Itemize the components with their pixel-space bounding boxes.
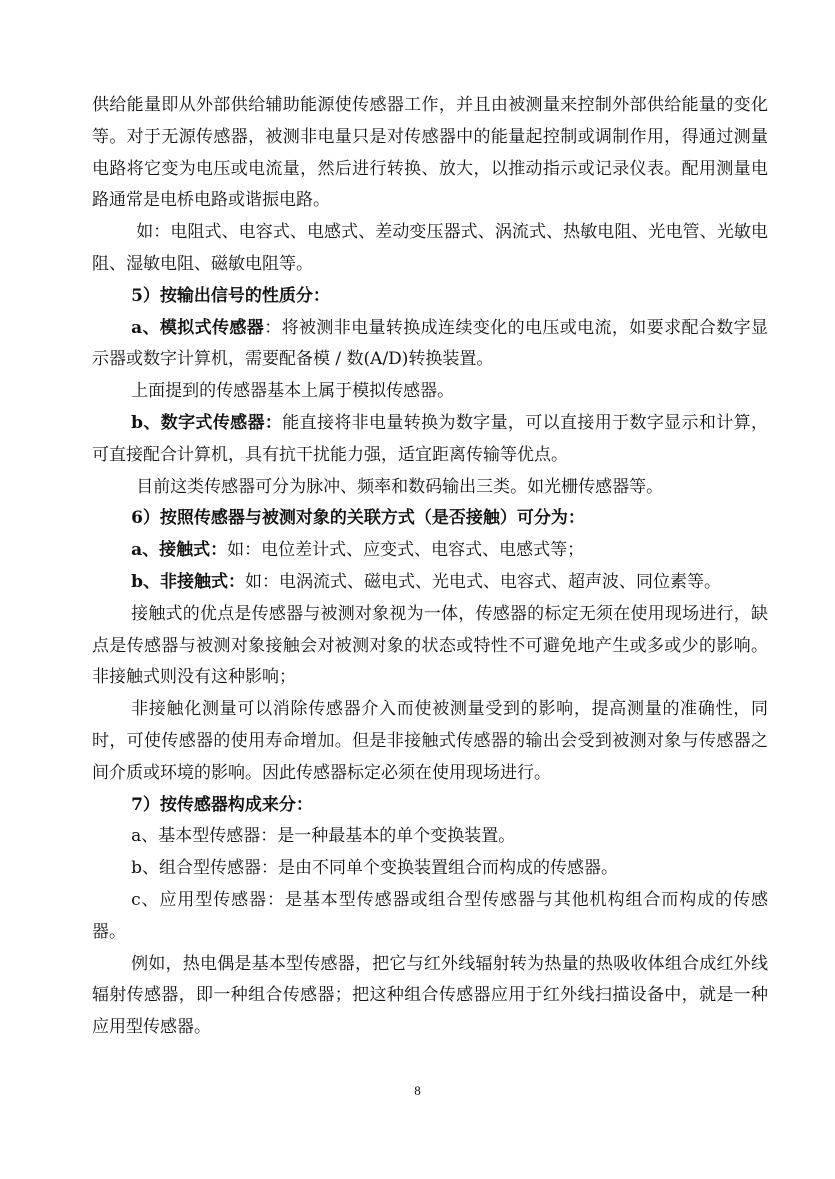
- document-page: [92, 90, 768, 1044]
- term-digital-sensor: b、数字式传感器：: [131, 412, 283, 433]
- paragraph-digital-types: 目前这类传感器可分为脉冲、频率和数码输出三类。如光栅传感器等。: [136, 476, 664, 497]
- term-contact-type: a、接触式：: [131, 540, 228, 561]
- paragraph-digital-sensor: [92, 408, 768, 472]
- paragraph-passive-examples: 如：电阻式、电容式、电感式、差动变压器式、涡流式、热敏电阻、光电管、光敏电阻、湿敏电阻、磁敏电阻等。: [92, 222, 768, 274]
- paragraph-analog-note: 上面提到的传感器基本上属于模拟传感器。: [131, 381, 455, 402]
- contact-type-examples: 如：电位差计式、应变式、电容式、电感式等；: [227, 540, 585, 561]
- section-heading-7: 7）按传感器构成来分：: [131, 794, 313, 815]
- term-analog-sensor: a、模拟式传感器: [131, 317, 265, 338]
- page-number: 8: [414, 1083, 421, 1098]
- paragraph-energy-supply: 供给能量即从外部供给辅助能源使传感器工作，并且由被测量来控制外部供给能量的变化等。对于无源传感器，被测非电量只是对传感器中的能量起控制或调制作用，得通过测量电路将它变为电压或电流量，然后进行转换、放大，以推动指示或记录仪表。配用测量电路通常是电桥电路或谐振电路。: [92, 95, 768, 211]
- digital-sensor-description: 能直接将非电量转换为数字量，可以直接用于数字显示和计算，可直接配合计算机，具有抗干扰能力强，适宜距离传输等优点。: [92, 412, 768, 465]
- term-noncontact-type: b、非接触式：: [131, 571, 245, 592]
- paragraph-contact-type: [92, 535, 768, 567]
- paragraph-noncontact-type: [92, 567, 768, 599]
- noncontact-type-examples: 如：电涡流式、磁电式、光电式、电容式、超声波、同位素等。: [244, 571, 721, 592]
- paragraph-basic-sensor: a、基本型传感器：是一种最基本的单个变换装置。: [131, 826, 516, 847]
- paragraph-application-sensor: c、应用型传感器：是基本型传感器或组合型传感器与其他机构组合而构成的传感器。: [92, 889, 768, 942]
- paragraph-combined-sensor: b、组合型传感器：是由不同单个变换装置组合而构成的传感器。: [131, 858, 618, 879]
- paragraph-analog-sensor: [92, 313, 768, 377]
- paragraph-thermocouple-example: 例如，热电偶是基本型传感器，把它与红外线辐射转为热量的热吸收体组合成红外线辐射传感器，即一种组合传感器；把这种组合传感器应用于红外线扫描设备中，就是一种应用型传感器。: [92, 953, 768, 1038]
- section-heading-6: 6）按照传感器与被测对象的关联方式（是否接触）可分为：: [131, 508, 585, 529]
- analog-sensor-description: ：将被测非电量转换成连续变化的电压或电流，如要求配合数字显示器或数字计算机，需要配备模 / 数(A/D)转换装置。: [92, 317, 769, 370]
- section-heading-5: 5）按输出信号的性质分：: [131, 285, 330, 306]
- paragraph-contact-advantages: 接触式的优点是传感器与被测对象视为一体，传感器的标定无须在使用现场进行，缺点是传感器与被测对象接触会对被测对象的状态或特性不可避免地产生或多或少的影响。非接触式则没有这种影响；: [92, 603, 768, 688]
- paragraph-noncontact-measurement: 非接触化测量可以消除传感器介入而使被测量受到的影响，提高测量的准确性，同时，可使传感器的使用寿命增加。但是非接触式传感器的输出会受到被测对象与传感器之间介质或环境的影响。因此传感器标定必须在使用现场进行。: [92, 699, 768, 783]
